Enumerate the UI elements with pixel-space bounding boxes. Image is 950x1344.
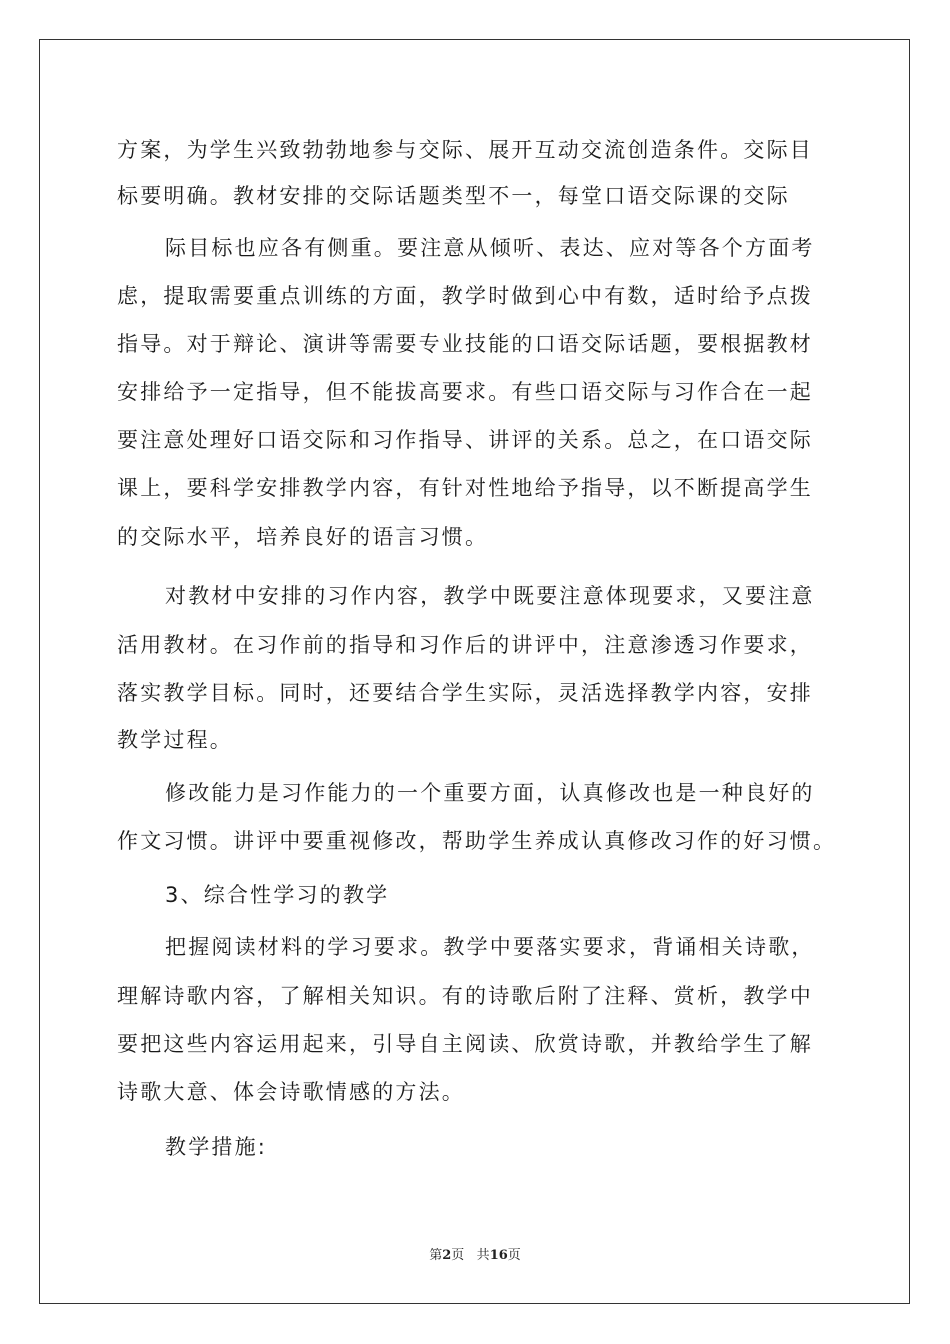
text-line: 虑，提取需要重点训练的方面，教学时做到心中有数，适时给予点拨 — [117, 284, 813, 308]
text-line: 安排给予一定指导，但不能拔高要求。有些口语交际与习作合在一起 — [117, 380, 813, 404]
text-line: 活用教材。在习作前的指导和习作后的讲评中，注意渗透习作要求， — [117, 633, 813, 657]
page-footer — [0, 1244, 950, 1263]
text-line: 教学过程。 — [117, 728, 233, 752]
text-line: 落实教学目标。同时，还要结合学生实际，灵活选择教学内容，安排 — [117, 681, 813, 705]
text-line: 标要明确。教材安排的交际话题类型不一，每堂口语交际课的交际 — [117, 184, 790, 208]
text-line: 指导。对于辩论、演讲等需要专业技能的口语交际话题，要根据教材 — [117, 332, 813, 356]
text-line: 对教材中安排的习作内容，教学中既要注意体现要求，又要注意 — [165, 584, 815, 608]
text-line: 的交际水平，培养良好的语言习惯。 — [117, 525, 489, 549]
total-page-count: 16 — [489, 1248, 508, 1263]
text-line: 诗歌大意、体会诗歌情感的方法。 — [117, 1080, 465, 1104]
footer-total-unit: 页 — [507, 1248, 521, 1263]
text-line: 理解诗歌内容，了解相关知识。有的诗歌后附了注释、赏析，教学中 — [117, 984, 813, 1008]
text-line: 教学措施: — [165, 1135, 268, 1159]
text-line: 要注意处理好口语交际和习作指导、讲评的关系。总之，在口语交际 — [117, 428, 813, 452]
text-line: 修改能力是习作能力的一个重要方面，认真修改也是一种良好的 — [165, 781, 815, 805]
footer-total-prefix: 共 — [476, 1248, 490, 1263]
text-line: 要把这些内容运用起来，引导自主阅读、欣赏诗歌，并教给学生了解 — [117, 1032, 813, 1056]
text-line: 作文习惯。讲评中要重视修改，帮助学生养成认真修改习作的好习惯。 — [117, 829, 837, 853]
text-line: 把握阅读材料的学习要求。教学中要落实要求，背诵相关诗歌， — [165, 935, 815, 959]
footer-page-unit: 页 — [451, 1248, 465, 1263]
current-page-number: 2 — [442, 1248, 452, 1263]
text-line: 际目标也应各有侧重。要注意从倾听、表达、应对等各个方面考 — [165, 236, 815, 260]
text-line: 课上，要科学安排教学内容，有针对性地给予指导，以不断提高学生 — [117, 476, 813, 500]
footer-prefix: 第 — [429, 1248, 443, 1263]
section-heading: 3、综合性学习的教学 — [165, 883, 390, 907]
text-line: 方案，为学生兴致勃勃地参与交际、展开互动交流创造条件。交际目 — [117, 138, 813, 162]
